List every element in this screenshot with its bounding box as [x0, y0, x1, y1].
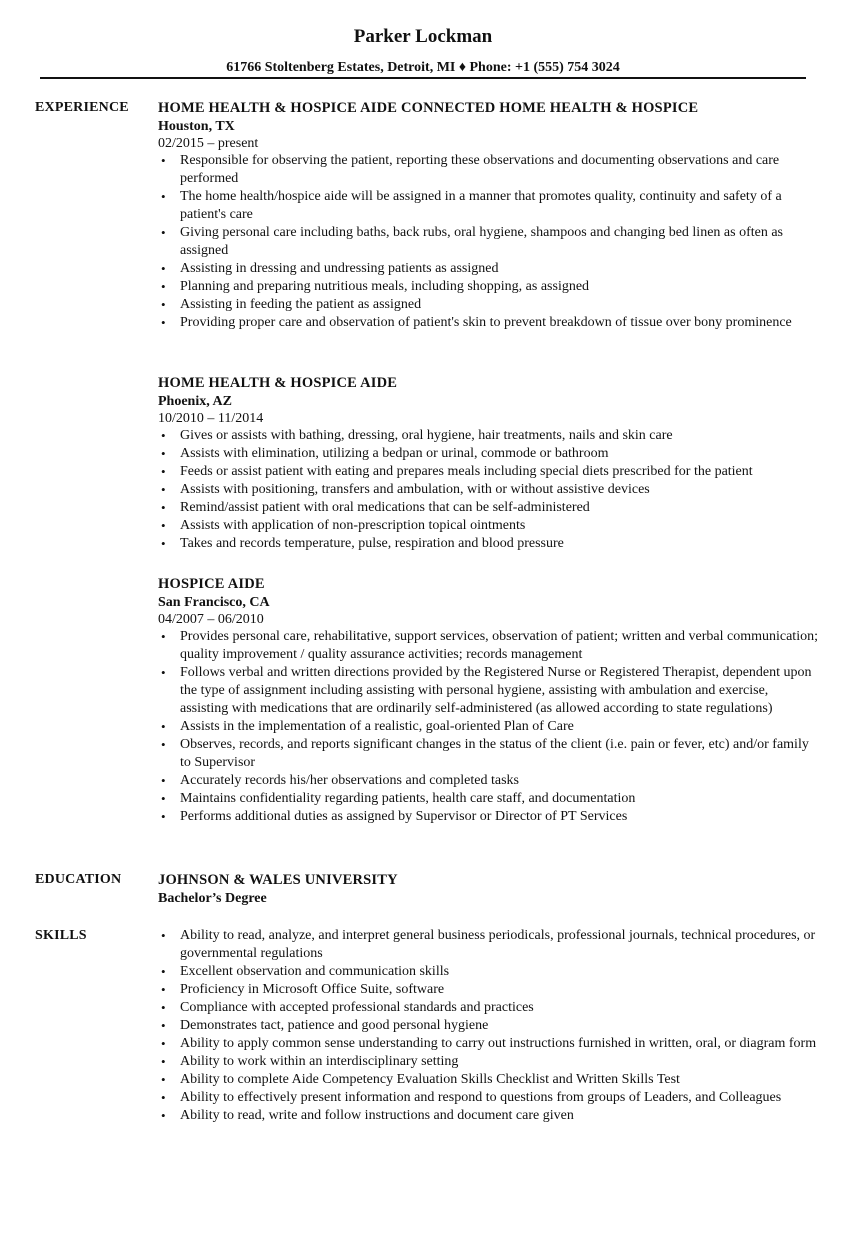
- skills-list: [158, 927, 818, 1125]
- list-item: • Ability to effectively present information and respond to questions from groups of Leaders, and Colleagues: [158, 1089, 818, 1107]
- list-item: • Feeds or assist patient with eating and prepares meals including special diets prescribed for the patient: [158, 463, 818, 481]
- list-item: • Planning and preparing nutritious meals, including shopping, as assigned: [158, 278, 818, 296]
- list-item: • Giving personal care including baths, back rubs, oral hygiene, shampoos and changing bed linen as often as assigned: [158, 224, 818, 260]
- education-entry: [158, 871, 818, 907]
- list-item: • Remind/assist patient with oral medications that can be self-administered: [158, 499, 818, 517]
- section-label-experience: EXPERIENCE: [35, 100, 129, 115]
- list-item: • Ability to read, write and follow instructions and document care given: [158, 1107, 818, 1125]
- header-divider: [40, 77, 806, 79]
- job-duties-list: [158, 152, 818, 332]
- list-item: • Proficiency in Microsoft Office Suite, software: [158, 981, 818, 999]
- list-item: • Ability to work within an interdisciplinary setting: [158, 1053, 818, 1071]
- list-item: • Assists with positioning, transfers and ambulation, with or without assistive devices: [158, 481, 818, 499]
- list-item: • Compliance with accepted professional standards and practices: [158, 999, 818, 1017]
- list-item: • Takes and records temperature, pulse, respiration and blood pressure: [158, 535, 818, 553]
- degree: Bachelor’s Degree: [158, 891, 267, 906]
- job-dates: 10/2010 – 11/2014: [158, 411, 264, 426]
- list-item: • Assists with application of non-prescription topical ointments: [158, 517, 818, 535]
- job-title: HOME HEALTH & HOSPICE AIDE: [158, 375, 398, 391]
- job-duties-list: [158, 427, 818, 553]
- list-item: • Assists in the implementation of a realistic, goal-oriented Plan of Care: [158, 718, 818, 736]
- list-item: • Responsible for observing the patient, reporting these observations and documenting observations and care performed: [158, 152, 818, 188]
- job-duties-list: [158, 628, 818, 826]
- job-entry-2: [158, 374, 818, 553]
- job-entry-1: [158, 99, 818, 332]
- school-name: JOHNSON & WALES UNIVERSITY: [158, 872, 398, 888]
- job-location: Phoenix, AZ: [158, 394, 232, 409]
- list-item: • Gives or assists with bathing, dressing, oral hygiene, hair treatments, nails and skin care: [158, 427, 818, 445]
- list-item: • The home health/hospice aide will be assigned in a manner that promotes quality, continuity and safety of a patient's care: [158, 188, 818, 224]
- job-dates: 04/2007 – 06/2010: [158, 612, 264, 627]
- list-item: • Provides personal care, rehabilitative, support services, observation of patient; written and verbal communication; quality improvement / quality assurance activities; records management: [158, 628, 818, 664]
- job-location: Houston, TX: [158, 119, 235, 134]
- list-item: • Demonstrates tact, patience and good personal hygiene: [158, 1017, 818, 1035]
- list-item: • Ability to apply common sense understanding to carry out instructions furnished in written, oral, or diagram form: [158, 1035, 818, 1053]
- section-label-education: EDUCATION: [35, 872, 122, 887]
- job-entry-3: [158, 575, 818, 826]
- job-location: San Francisco, CA: [158, 595, 270, 610]
- list-item: • Excellent observation and communication skills: [158, 963, 818, 981]
- list-item: • Observes, records, and reports significant changes in the status of the client (i.e. pain or fever, etc) and/or family to Supervisor: [158, 736, 818, 772]
- job-dates: 02/2015 – present: [158, 136, 259, 151]
- section-label-skills: SKILLS: [35, 928, 87, 943]
- skills-entry: [158, 927, 818, 1125]
- list-item: • Accurately records his/her observations and completed tasks: [158, 772, 818, 790]
- job-title: HOME HEALTH & HOSPICE AIDE CONNECTED HOME HEALTH & HOSPICE: [158, 100, 699, 116]
- list-item: • Maintains confidentiality regarding patients, health care staff, and documentation: [158, 790, 818, 808]
- job-title: HOSPICE AIDE: [158, 576, 265, 592]
- list-item: • Assists with elimination, utilizing a bedpan or urinal, commode or bathroom: [158, 445, 818, 463]
- contact-line: 61766 Stoltenberg Estates, Detroit, MI ♦ Phone: +1 (555) 754 3024: [226, 60, 620, 75]
- candidate-name: Parker Lockman: [353, 26, 493, 47]
- list-item: • Assisting in dressing and undressing patients as assigned: [158, 260, 818, 278]
- list-item: • Assisting in feeding the patient as assigned: [158, 296, 818, 314]
- list-item: • Ability to read, analyze, and interpret general business periodicals, professional journals, technical procedures, or governmental regulations: [158, 927, 818, 963]
- list-item: • Performs additional duties as assigned by Supervisor or Director of PT Services: [158, 808, 818, 826]
- list-item: • Ability to complete Aide Competency Evaluation Skills Checklist and Written Skills Test: [158, 1071, 818, 1089]
- list-item: • Follows verbal and written directions provided by the Registered Nurse or Registered Therapist, dependent upon the type of assignment including assisting with personal hygiene, assisting with ambulation and exercise, assisting with medications that are ordinarily self-administered (as allowed according to state regulations): [158, 664, 818, 718]
- list-item: • Providing proper care and observation of patient's skin to prevent breakdown of tissue over bony prominence: [158, 314, 818, 332]
